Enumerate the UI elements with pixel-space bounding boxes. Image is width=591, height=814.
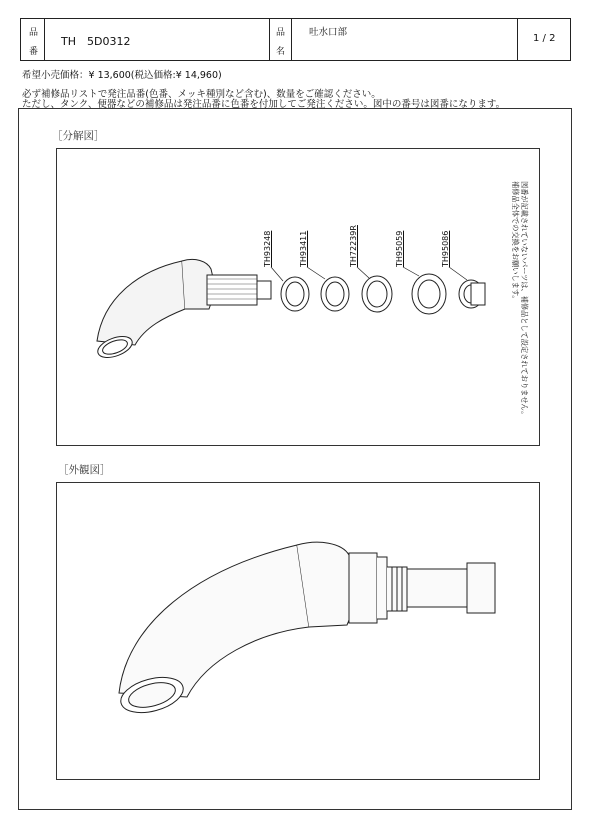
part-number-label: TH72239R	[349, 225, 358, 267]
exploded-drawing	[57, 149, 541, 447]
header-divider	[269, 19, 270, 60]
header-divider	[517, 19, 518, 60]
unlisted-parts-note: 補修品全体での交換をお願いします。	[511, 181, 520, 303]
order-note: ただし、タンク、便器などの補修品は発注品番に色番を付加してご発注ください。図中の番号は図番になります。	[22, 99, 506, 110]
price-line: 希望小売価格：¥ 13,600(税込価格:¥ 14,960)	[22, 70, 222, 81]
hinmei-label: 名	[276, 47, 286, 57]
header-divider	[291, 19, 292, 60]
product-number: TH 5D0312	[61, 35, 131, 48]
part-number-label: TH93248	[263, 230, 272, 267]
hinban-label: 番	[29, 47, 39, 57]
unlisted-parts-note: 図番が記載されていないパーツは、補修品として設定されておりません。	[520, 181, 529, 419]
part-number-label: TH95086	[441, 230, 450, 267]
exterior-view-title: ［外観図］	[58, 464, 111, 476]
hinban-label: 品	[29, 28, 39, 38]
header-divider	[44, 19, 45, 60]
exterior-drawing	[57, 483, 541, 781]
product-name: 吐水口部	[309, 27, 348, 38]
exploded-view-title: ［分解図］	[52, 130, 105, 142]
exterior-view-panel	[56, 482, 540, 780]
part-number-label: TH93411	[299, 230, 308, 267]
hinmei-label: 品	[276, 28, 286, 38]
exploded-view-panel	[56, 148, 540, 446]
part-number-label: TH95059	[395, 230, 404, 267]
order-note: 必ず補修品リストで発注品番(色番、メッキ種別など含む)、数量をご確認ください。	[22, 89, 381, 100]
header-table	[20, 18, 571, 61]
page-number: 1 / 2	[533, 33, 556, 44]
